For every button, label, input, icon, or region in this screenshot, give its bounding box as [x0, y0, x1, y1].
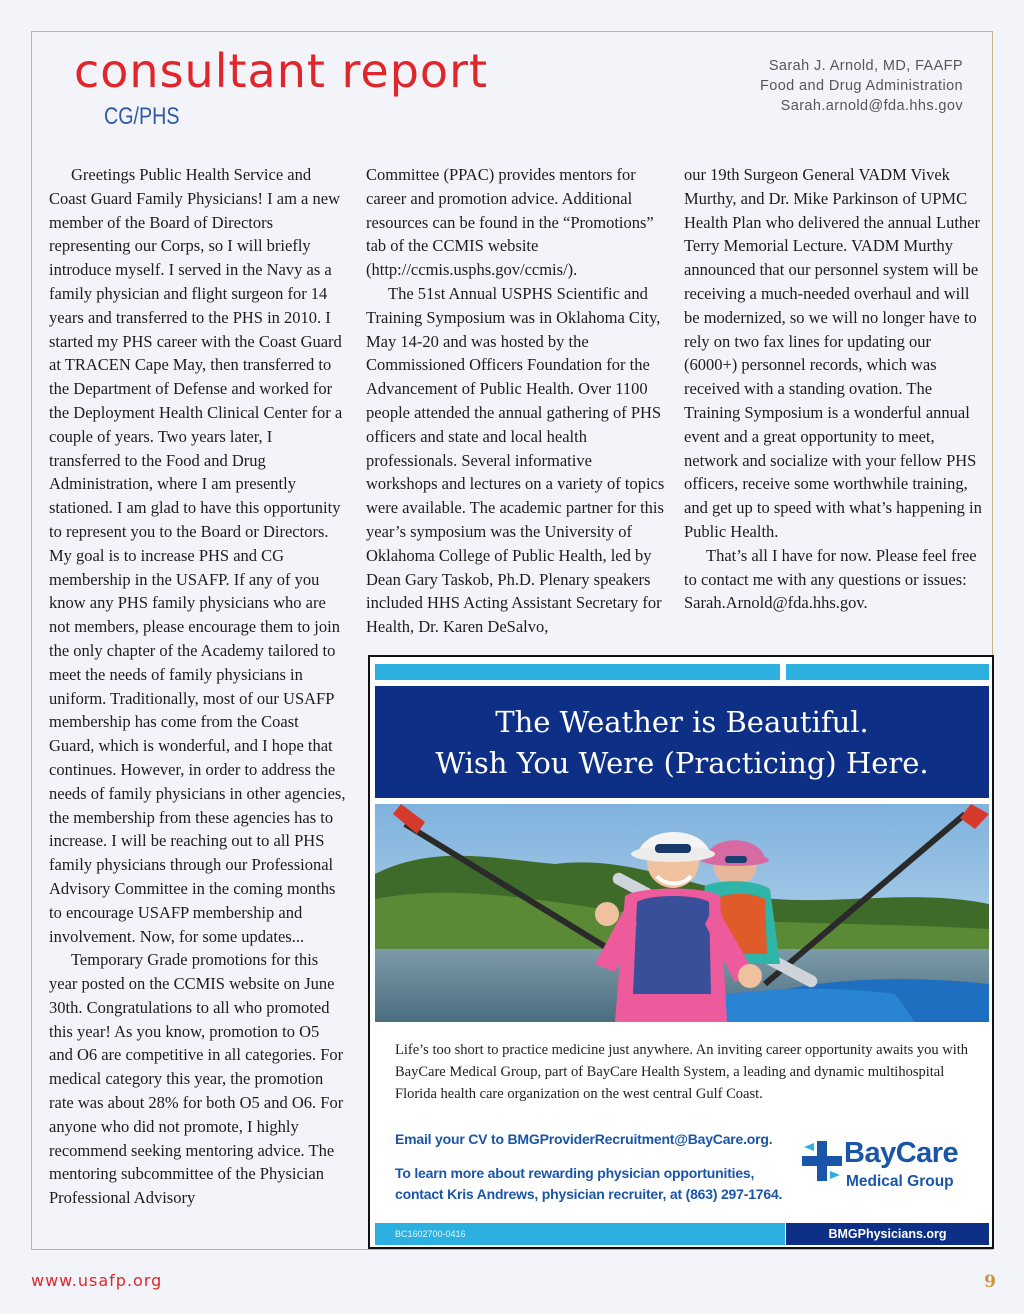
ad-contact-line: To learn more about rewarding physician opportunities,	[395, 1165, 755, 1181]
article-column-1	[49, 163, 346, 1210]
ad-headline-line: Wish You Were (Practicing) Here.	[435, 746, 929, 780]
article-paragraph: Committee (PPAC) provides mentors for career and promotion advice. Additional resources can be found in the “Promotions” tab of the CCMIS website (http://ccmis.usphs.gov/ccmis/).	[366, 165, 654, 280]
article-paragraph: That’s all I have for now. Please feel free to contact me with any questions or issues: Sarah.Arnold@fda.hhs.gov.	[684, 545, 977, 613]
page-number: 9	[984, 1272, 996, 1292]
ad-headline-line: The Weather is Beautiful.	[495, 705, 869, 739]
baycare-logo	[800, 1131, 970, 1201]
author-name: Sarah J. Arnold, MD, FAAFP	[768, 58, 963, 74]
article-paragraph: our 19th Surgeon General VADM Vivek Murthy, and Dr. Mike Parkinson of UPMC Health Plan who delivered the annual Luther Terry Memorial Lecture. VADM Murthy announced that our personnel system will be receiving a much-needed overhaul and will be modernized, so we will no longer have to rely on two fax lines for updating our (6000+) personnel records, which was received with a standing ovation. The Training Symposium is a wonderful annual event and a great opportunity to meet, network and socialize with your fellow PHS officers, receive some worthwhile training, and get up to speed with what’s happening in Public Health.	[684, 165, 982, 541]
baycare-advertisement[interactable]	[368, 655, 994, 1249]
article-column-2	[366, 163, 666, 639]
page-title: consultant report	[74, 44, 489, 98]
footer-url[interactable]: www.usafp.org	[31, 1271, 163, 1290]
author-organization: Food and Drug Administration	[759, 78, 963, 94]
ad-top-strip	[375, 664, 780, 680]
logo-subtitle: Medical Group	[846, 1173, 954, 1190]
author-email[interactable]: Sarah.arnold@fda.hhs.gov	[780, 98, 963, 114]
author-block	[760, 56, 963, 116]
ad-contact-block	[395, 1163, 782, 1205]
article-paragraph: The 51st Annual USPHS Scientific and Training Symposium was in Oklahoma City, May 14-20 and was hosted by the Commissioned Officers Foundation for the Advancement of Public Health. Over 1100 people attended the annual gathering of PHS officers and state and local health professionals. Several informative workshops and lectures on a variety of topics were available. The academic partner for this year’s symposium was the University of Oklahoma College of Public Health, led by Dean Gary Taskob, Ph.D. Plenary speakers included HHS Acting Assistant Secretary for Health, Dr. Karen DeSalvo,	[366, 283, 665, 637]
ad-top-strip	[786, 664, 989, 680]
article-paragraph: Temporary Grade promotions for this year posted on the CCMIS website on June 30th. Congratulations to all who promoted this year! As you know, promotion to O5 and O6 are competitive in all categories. For medical category this year, the promotion rate was about 28% for both O5 and O6. For anyone who did not promote, I highly recommend seeking mentoring advice. The mentoring subcommittee of the Physician Professional Advisory	[49, 950, 344, 1208]
ad-contact-line: contact Kris Andrews, physician recruiter, at (863) 297-1764.	[395, 1186, 783, 1202]
ad-email-line[interactable]: Email your CV to BMGProviderRecruitment@BayCare.org.	[395, 1131, 773, 1147]
article-paragraph: Greetings Public Health Service and Coast Guard Family Physicians! I am a new member of the Board of Directors representing our Corps, so I will briefly introduce myself. I served in the Navy as a family physician and flight surgeon for 14 years and transferred to the PHS in 2010. I started my PHS career with the Coast Guard at TRACEN Cape May, then transferred to the Department of Defense and worked for the Deployment Health Clinical Center for a couple of years. Two years later, I transferred to the Food and Drug Administration, where I am presently stationed. I am glad to have this opportunity to represent you to the Board or Directors. My goal is to increase PHS and CG membership in the USAFP. If any of you know any PHS family physicians who are not members, please encourage them to join the only chapter of the Academy tailored to meet the needs of family physicians in uniform. Traditionally, most of our USAFP membership has come from the Coast Guard, which is wonderful, and I hope that continues. However, in order to address the needs of family physicians in other agencies, the membership from these agencies has to increase. I will be reaching out to all PHS family physicians through our Professional Advisory Committee in the coming months to encourage USAFP membership and involvement. Now, for some updates...	[49, 165, 346, 946]
baycare-cross-icon	[800, 1139, 844, 1183]
section-subtitle: CG/PHS	[104, 103, 180, 130]
ad-body-text: Life’s too short to practice medicine just anywhere. An inviting career opportunity awaits you with BayCare Medical Group, part of BayCare Health System, a leading and dynamic multihospital Florida health care organization on the west central Gulf Coast.	[395, 1042, 969, 1102]
ad-code: BC1602700-0416	[395, 1229, 466, 1239]
ad-headline	[375, 686, 989, 798]
article-column-3	[684, 163, 982, 615]
kayak-photo	[375, 804, 989, 1022]
logo-name: BayCare	[844, 1137, 959, 1169]
ad-url-link[interactable]: BMGPhysicians.org	[786, 1223, 989, 1245]
